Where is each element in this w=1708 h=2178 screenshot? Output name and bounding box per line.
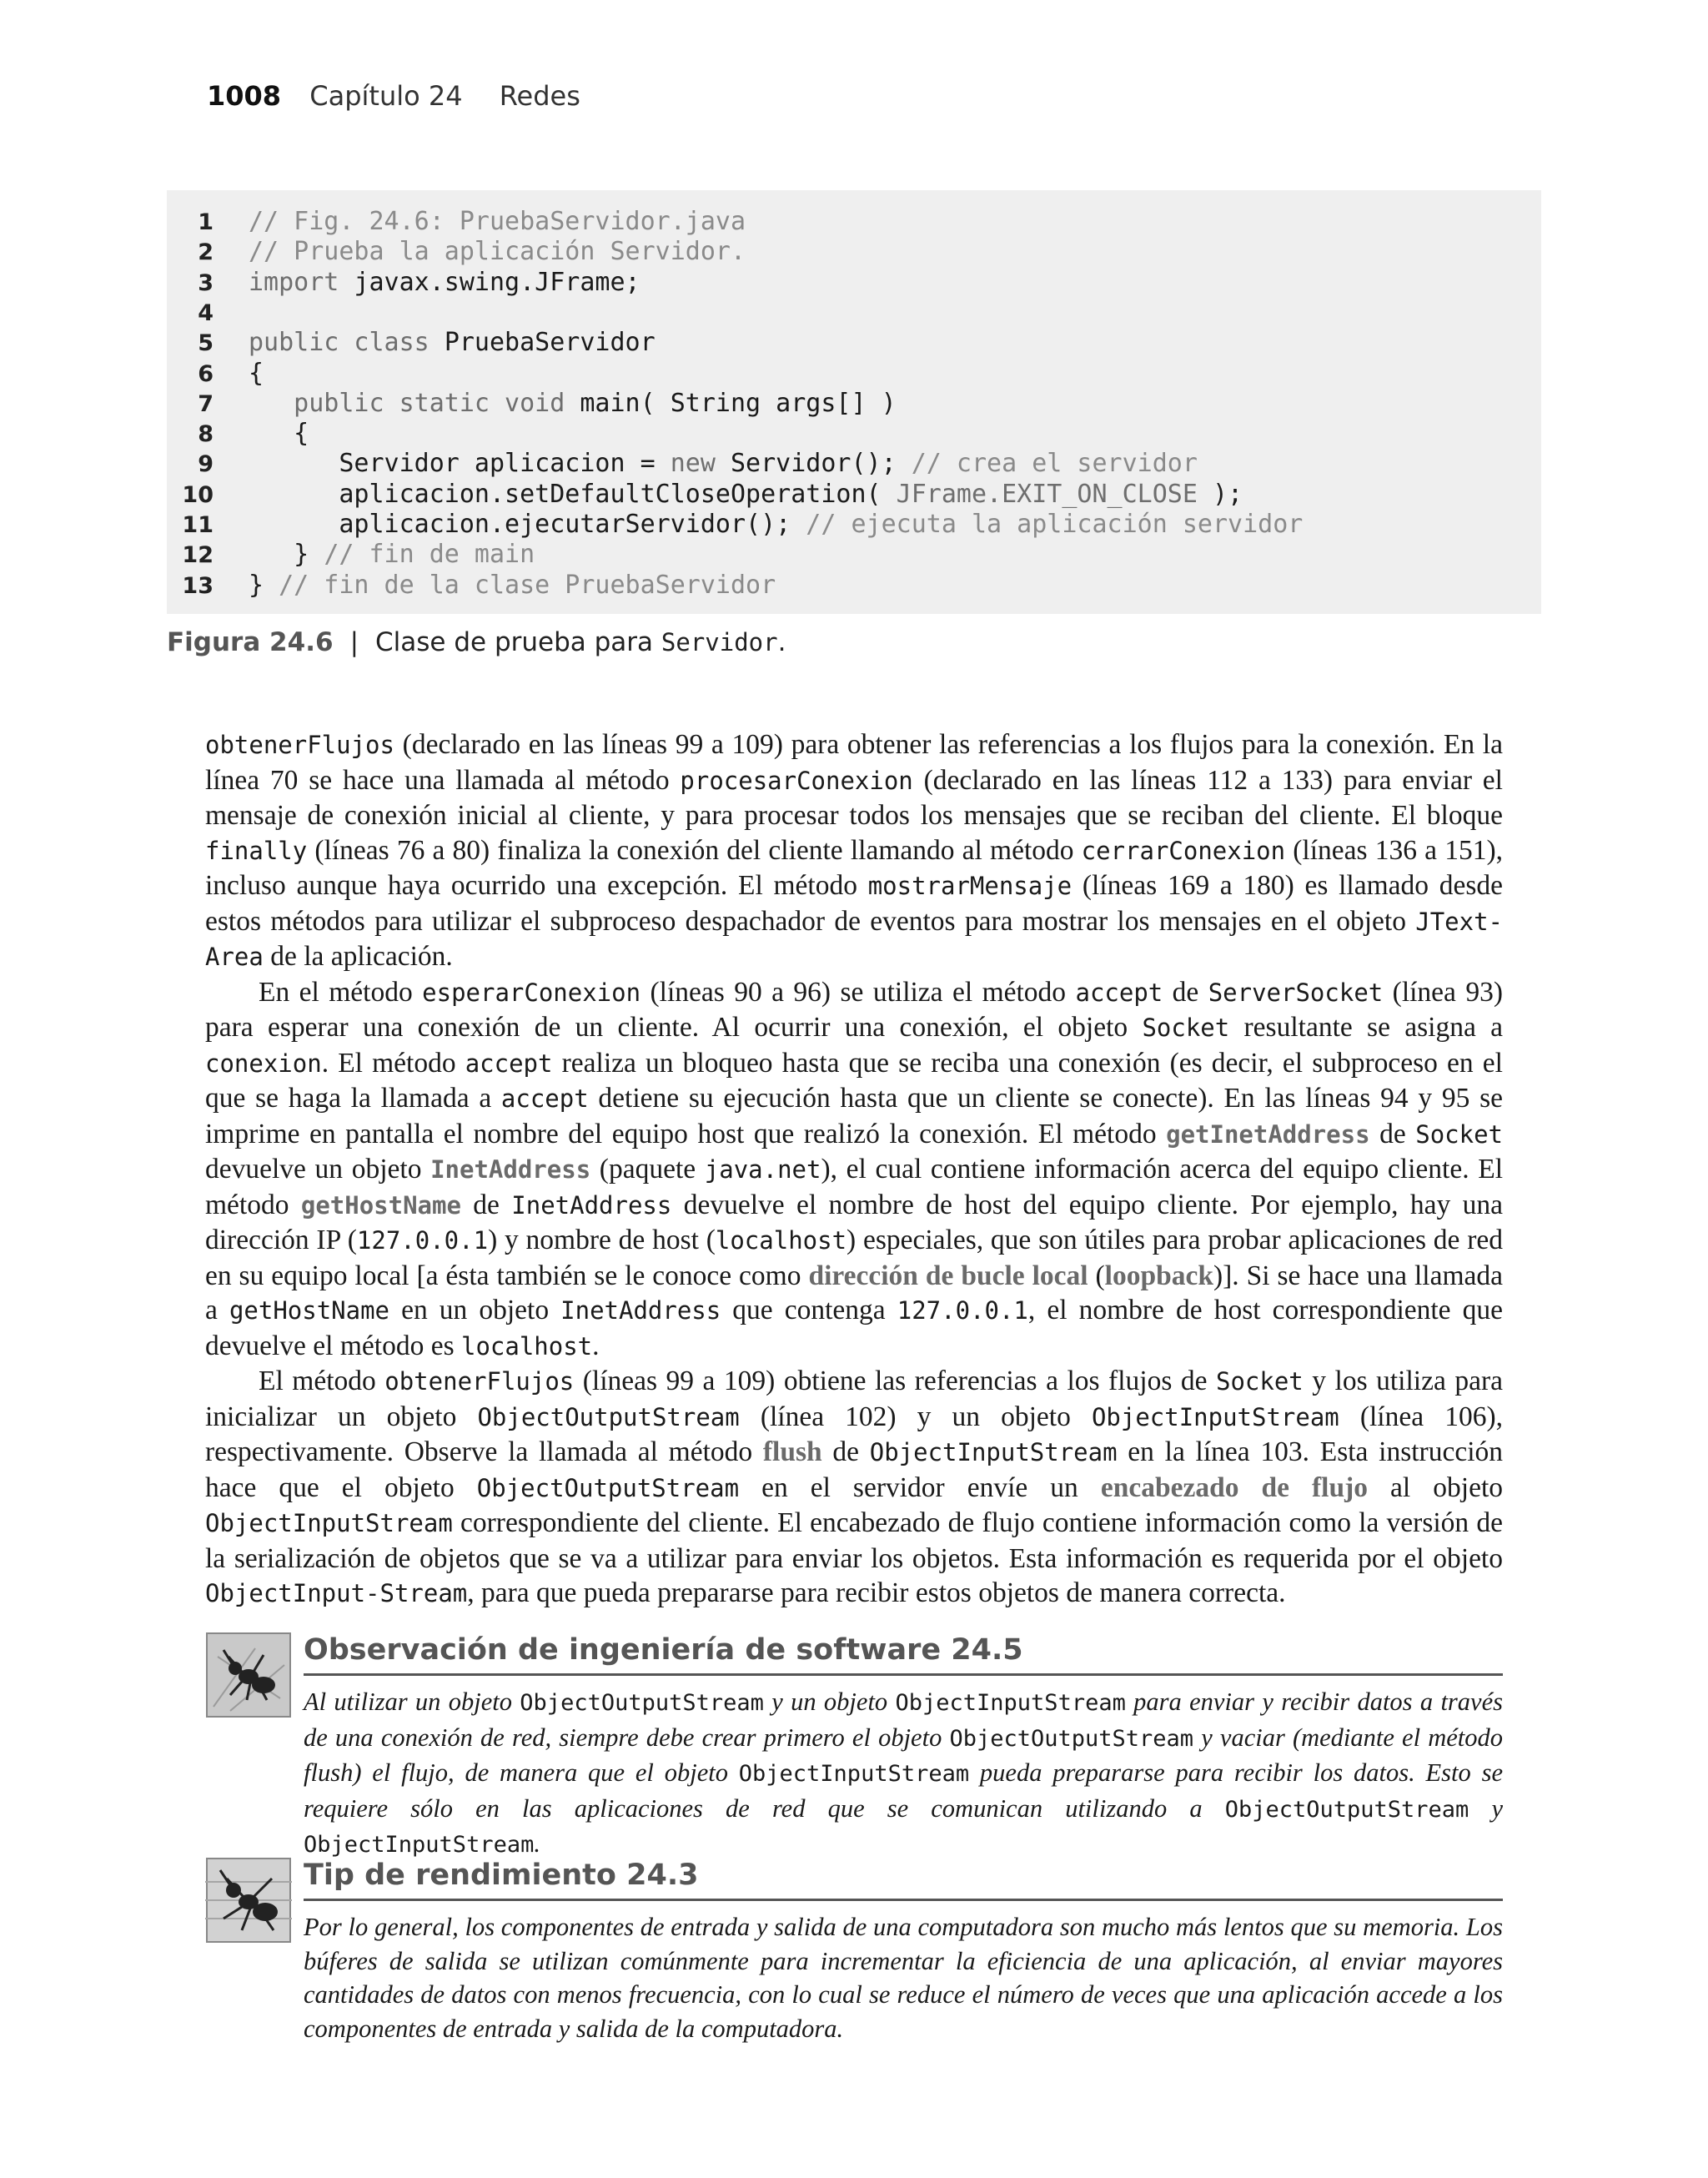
line-number: 11 [182, 512, 214, 538]
text-run: (líneas 169 a 180) es llamado desde estos métodos para utilizar el subproceso despachador de eventos para mostrar los mensajes en el objeto [205, 870, 1503, 937]
line-number: 9 [198, 451, 214, 478]
code-text [249, 268, 640, 298]
inline-code: ObjectInputStream [869, 1438, 1118, 1466]
inline-code: ObjectOutputStream [520, 1690, 764, 1716]
code-text [249, 328, 656, 358]
code-comment: // Fig. 24.6: PruebaServidor.java [249, 207, 746, 236]
note-title: Observación de ingeniería de software 24.5 [304, 1632, 1503, 1676]
inline-code: accept [500, 1084, 589, 1113]
inline-code: ObjectOutputStream [949, 1725, 1194, 1752]
text-run: ) especiales, que son útiles para probar aplicaciones de red en su equipo local [a ésta también se le conoce como [205, 1225, 1503, 1291]
code-line [167, 207, 746, 237]
text-run: de [1369, 1118, 1416, 1149]
inline-code: accept [1075, 978, 1163, 1007]
inline-code: java.net [704, 1155, 821, 1184]
text-run: correspondiente del cliente. El encabezado de flujo contiene información como la versión de la serialización de objetos que se va a utilizar para enviar los objetos. Esta información es requerida por el objeto [205, 1507, 1503, 1574]
code-keyword: JFrame.EXIT_ON_CLOSE [896, 479, 1198, 509]
code-line [167, 267, 640, 298]
text-run: y [1469, 1793, 1503, 1823]
code-comment: // fin de la clase PruebaServidor [279, 570, 776, 600]
text-run: de [1163, 976, 1208, 1008]
line-number: 5 [198, 330, 214, 357]
inline-code: Socket [1142, 1014, 1230, 1042]
line-number: 7 [198, 390, 214, 417]
caption-code: Servidor [661, 628, 778, 656]
code-token: aplicacion.ejecutarServidor(); [249, 510, 806, 539]
code-text [249, 419, 309, 449]
inline-code: 127.0.0.1 [897, 1296, 1028, 1325]
inline-code: InetAddress [430, 1155, 591, 1184]
inline-code: Socket [1215, 1367, 1304, 1396]
code-token: Servidor(); [730, 449, 912, 479]
code-text [249, 540, 535, 570]
caption-text: Clase de prueba para [375, 627, 661, 657]
code-token: { [249, 419, 309, 449]
text-run: (líneas 76 a 80) finaliza la conexión del cliente llamando al método [307, 834, 1082, 866]
inline-code: esperarConexion [422, 978, 641, 1007]
text-run: (declarado en las líneas 99 a 109) para obtener las referencias a los flujos para la conexión. En la línea 70 se hace una llamada al método [205, 729, 1503, 796]
code-token: main( String args[] ) [580, 388, 897, 418]
code-text [249, 207, 746, 237]
inline-code: localhost [715, 1226, 847, 1255]
text-run: que contenga [721, 1295, 897, 1325]
inline-code: InetAddress [511, 1190, 672, 1220]
code-comment: // ejecuta la aplicación servidor [806, 510, 1304, 539]
text-run: . [592, 1330, 600, 1361]
code-text [249, 480, 1243, 510]
code-line [167, 388, 897, 419]
text-run: (líneas 136 a 151), incluso aunque haya ocurrido una excepción. El método [205, 834, 1503, 901]
inline-code: ObjectInputStream [205, 1509, 453, 1537]
inline-code: cerrarConexion [1081, 836, 1286, 865]
text-run: (línea 102) y un objeto [739, 1401, 1092, 1432]
paragraph [205, 727, 1503, 975]
key-term: dirección de bucle local [808, 1260, 1088, 1291]
text-run: para enviar y recibir datos a través de una conexión de red, siempre debe crear primero el objeto [304, 1688, 1503, 1752]
text-run: (paquete [590, 1154, 705, 1185]
code-text [249, 237, 746, 267]
inline-code: localhost [460, 1331, 593, 1361]
ant-performance-icon [205, 1857, 292, 1944]
inline-code: getHostName [229, 1296, 390, 1325]
code-text [249, 389, 897, 419]
inline-code: ObjectInputStream [738, 1761, 970, 1787]
line-number: 8 [198, 421, 214, 448]
ant-engineering-icon [205, 1632, 292, 1718]
text-run: ) y nombre de host ( [488, 1225, 716, 1255]
line-number: 3 [198, 269, 214, 296]
paragraph [205, 1364, 1503, 1612]
text-run: , para que pueda prepararse para recibir estos objetos de manera correcta. [467, 1577, 1286, 1608]
inline-code: getInetAddress [1166, 1119, 1370, 1149]
inline-code: Socket [1415, 1119, 1503, 1149]
text-run: de la aplicación. [263, 941, 453, 972]
note-text [304, 1910, 1503, 2045]
line-number: 10 [182, 481, 214, 508]
code-text [249, 359, 264, 389]
text-run: de [821, 1436, 870, 1467]
code-line [167, 358, 264, 389]
inline-code: mostrarMensaje [867, 872, 1073, 900]
text-run: (líneas 99 a 109) obtiene las referencias a los flujos de [574, 1366, 1216, 1396]
text-run: en un objeto [389, 1295, 561, 1325]
caption-separator: | [349, 627, 359, 657]
inline-code: 127.0.0.1 [356, 1226, 489, 1255]
inline-code: procesarConexion [680, 766, 913, 795]
inline-code: ObjectOutputStream [477, 1402, 740, 1431]
code-line [167, 540, 535, 570]
text-run: . [534, 1829, 540, 1858]
code-token: javax.swing.JFrame; [354, 267, 640, 297]
line-number: 1 [198, 209, 214, 235]
code-line [167, 328, 656, 358]
text-run: de [460, 1189, 512, 1220]
text-run: en la línea 103. Esta instrucción hace que el objeto [205, 1436, 1504, 1503]
line-number: 2 [198, 239, 214, 266]
inline-code: ObjectOutputStream [1224, 1796, 1469, 1823]
code-keyword: import [249, 267, 354, 297]
text-run: (línea 93) para esperar una conexión de un cliente. Al ocurrir una conexión, el objeto [205, 976, 1503, 1043]
text-run: , el nombre de host correspondiente que devuelve el método es [205, 1295, 1503, 1361]
inline-code: finally [205, 836, 308, 865]
text-run: realiza un bloqueo hasta que se reciba una conexión (es decir, el subproceso en el que se haga la llamada a [205, 1047, 1503, 1114]
text-run: El método [259, 1366, 385, 1396]
text-run: (declarado en las líneas 112 a 133) para enviar el mensaje de conexión inicial al cliente, y para procesar todos los mensajes que se reciban del cliente. El bloque [205, 764, 1503, 831]
code-token: ); [1197, 479, 1243, 509]
line-number: 12 [182, 542, 214, 569]
code-text [249, 449, 1198, 479]
code-text [249, 571, 776, 601]
line-number: 13 [182, 572, 214, 599]
code-token: { [249, 358, 264, 388]
inline-code: ObjectInputStream [1091, 1402, 1339, 1431]
code-line [167, 449, 1198, 479]
key-term: encabezado de flujo [1100, 1471, 1369, 1503]
key-term: loopback [1104, 1260, 1213, 1291]
code-token: } [249, 570, 279, 600]
paragraph [205, 975, 1503, 1365]
inline-code: obtenerFlujos [384, 1367, 575, 1396]
code-line [167, 479, 1243, 510]
body-text [205, 727, 1503, 1612]
note-text [304, 1685, 1503, 1863]
text-run: (líneas 90 a 96) se utiliza el método [640, 976, 1076, 1008]
caption-end: . [777, 627, 786, 657]
inline-code: ObjectInput-Stream [205, 1579, 468, 1607]
line-number: 6 [198, 360, 214, 387]
text-run: y los utiliza para inicializar un objeto [205, 1366, 1503, 1432]
code-token: aplicacion.setDefaultCloseOperation( [249, 479, 897, 509]
code-keyword: new [670, 449, 731, 479]
code-comment: // crea el servidor [911, 449, 1198, 479]
inline-code: InetAddress [560, 1296, 721, 1325]
text-run: al objeto [1368, 1471, 1503, 1503]
text-run: en el servidor envíe un [739, 1471, 1101, 1503]
text-run: pueda prepararse para recibir los datos. Esto se requiere sólo en las aplicaciones de red que se comunican utilizando a [304, 1758, 1503, 1823]
code-comment: // fin de main [324, 540, 535, 570]
code-token: } [249, 540, 324, 570]
inline-code: accept [465, 1049, 553, 1078]
text-run: y un objeto [763, 1688, 896, 1716]
text-run: Al utilizar un objeto [304, 1688, 520, 1716]
key-term: flush [762, 1436, 822, 1467]
inline-code: ObjectInputStream [304, 1832, 535, 1858]
code-comment: // Prueba la aplicación Servidor. [249, 237, 746, 267]
code-token: PruebaServidor [444, 328, 656, 358]
text-run: )]. Si se hace una llamada a [205, 1260, 1503, 1325]
text-run: devuelve un objeto [205, 1154, 431, 1185]
text-run: detiene su ejecución hasta que un cliente se conecte). En las líneas 94 y 95 se imprime en pantalla el nombre del equipo host que realizó la conexión. El método [205, 1083, 1503, 1149]
text-run: devuelve el nombre de host del equipo cliente. Por ejemplo, hay una dirección IP ( [205, 1189, 1504, 1255]
code-line [167, 298, 214, 328]
text-run: ), el cual contiene información acerca del equipo cliente. El método [205, 1154, 1503, 1220]
inline-code: conexion [205, 1049, 322, 1078]
text-run: En el método [259, 976, 423, 1008]
code-line [167, 237, 746, 267]
code-keyword: public class [249, 328, 445, 358]
inline-code: ObjectOutputStream [476, 1473, 740, 1502]
figure-caption [167, 627, 786, 657]
figure-label: Figura 24.6 [167, 627, 334, 657]
code-line [167, 419, 309, 449]
line-number: 4 [198, 299, 214, 326]
code-line [167, 570, 776, 601]
code-line [167, 510, 1304, 540]
code-listing [167, 190, 1541, 614]
text-run: ( [1088, 1260, 1105, 1291]
chapter-title: Redes [499, 80, 580, 112]
inline-code: obtenerFlujos [205, 731, 394, 759]
code-keyword: public static void [249, 388, 580, 418]
page-number: 1008 [207, 80, 282, 112]
text-run: (línea 106), respectivamente. Observe la llamada al método [205, 1401, 1503, 1467]
chapter-label: Capítulo 24 [309, 80, 463, 112]
inline-code: ServerSocket [1208, 978, 1384, 1007]
inline-code: getHostName [300, 1190, 461, 1220]
text-run: . El método [321, 1047, 465, 1079]
inline-code: JText-Area [205, 907, 1503, 971]
text-run: resultante se asigna a [1229, 1012, 1504, 1043]
note-title: Tip de rendimiento 24.3 [304, 1857, 1503, 1901]
code-token: Servidor aplicacion = [249, 449, 671, 479]
inline-code: ObjectInputStream [895, 1690, 1126, 1716]
running-head [207, 80, 580, 112]
code-text [249, 510, 1303, 540]
text-run: y vaciar (mediante el método flush) el flujo, de manera que el objeto [304, 1723, 1504, 1787]
text-run: Por lo general, los componentes de entrada y salida de una computadora son mucho más lentos que su memoria. Los búferes de salida se utilizan comúnmente para incrementar la eficiencia de una aplicación, al enviar mayores cantidades de datos con menos frecuencia, con lo cual se reduce el número de veces que una aplicación accede a los componentes de entrada y salida de la computadora. [304, 1913, 1503, 2043]
